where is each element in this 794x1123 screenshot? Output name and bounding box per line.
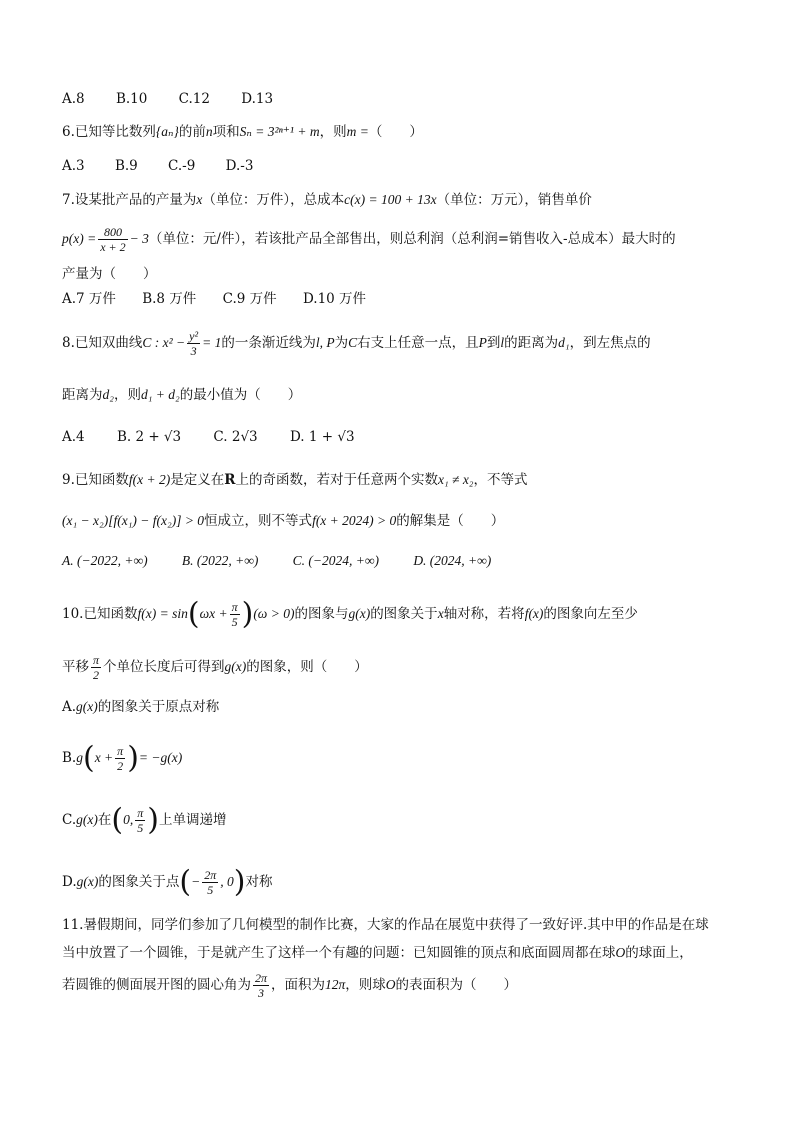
q10-five: 5 bbox=[135, 820, 145, 835]
q9-function: f(x + 2) bbox=[128, 472, 171, 487]
q9-text: ，不等式 bbox=[473, 472, 528, 488]
q5-option-d: D.13 bbox=[241, 91, 274, 107]
q7-fraction-denominator: x + 2 bbox=[100, 240, 126, 254]
q9-options bbox=[62, 552, 491, 570]
q8-option-a: A.4 bbox=[62, 429, 85, 445]
q10-option-label: B. bbox=[62, 750, 77, 766]
q7-price-fraction bbox=[98, 225, 127, 254]
q10-2pi-over-5 bbox=[202, 868, 218, 897]
q7-option-a: A.7 万件 bbox=[62, 291, 116, 307]
q7-line2 bbox=[62, 222, 676, 256]
q7-option-c: C.9 万件 bbox=[222, 291, 277, 307]
q10-paren-open: ( bbox=[187, 596, 200, 632]
q10-pi: π bbox=[231, 600, 238, 614]
q10-text: 个单位长度后可得到 bbox=[103, 659, 225, 675]
q7-x: x bbox=[196, 192, 203, 207]
q9-real-set: R bbox=[224, 472, 236, 488]
q9-text: 9.已知函数 bbox=[62, 472, 129, 488]
q10-option-label: D. bbox=[62, 874, 77, 890]
q11-text: ，面积为 bbox=[271, 977, 326, 993]
q10-neg: − bbox=[191, 874, 201, 889]
q10-paren-open: ( bbox=[82, 740, 95, 776]
q6-m: m = bbox=[346, 124, 369, 139]
q11-line3 bbox=[62, 967, 517, 1003]
q10-2pi: 2π bbox=[204, 868, 217, 882]
q8-l-p: l, P bbox=[315, 335, 335, 350]
q10-option-label: A. bbox=[62, 699, 77, 715]
q10-x-plus: x + bbox=[94, 750, 114, 765]
q8-option-d: D. 1 + √3 bbox=[289, 429, 355, 445]
q10-zero: 0, bbox=[123, 812, 134, 827]
q7-line3: 产量为（ ） bbox=[62, 266, 157, 282]
q9-option-d: D. (2024, +∞) bbox=[413, 553, 492, 568]
q9-option-c: C. (−2024, +∞) bbox=[292, 553, 380, 568]
q7-option-b: B.8 万件 bbox=[142, 291, 197, 307]
q10-text: 的图象与 bbox=[294, 606, 349, 622]
q6-option-a: A.3 bbox=[62, 158, 85, 174]
q7-option-d: D.10 万件 bbox=[302, 291, 367, 307]
q11-text: 的球面上， bbox=[625, 945, 693, 961]
q8-line2 bbox=[62, 386, 301, 404]
q9-text: 的解集是（ ） bbox=[396, 513, 505, 529]
q8-text: 距离为 bbox=[62, 387, 103, 403]
q10-text: 的图象向左至少 bbox=[543, 606, 638, 622]
q9-text: 恒成立，则不等式 bbox=[204, 513, 313, 529]
q8-line1 bbox=[62, 326, 651, 360]
q6-sequence: {aₙ} bbox=[155, 124, 179, 139]
q10-pi-over-2 bbox=[115, 744, 125, 773]
q9-text: 是定义在 bbox=[170, 472, 225, 488]
q7-text: 7.设某批产品的产量为 bbox=[62, 192, 197, 208]
q10-gx: g(x) bbox=[76, 874, 99, 889]
q10-inner: ωx + bbox=[199, 606, 228, 621]
q6-text: ，则 bbox=[319, 124, 347, 140]
q11-area: 12π bbox=[325, 977, 346, 992]
q10-text: 的图象，则（ ） bbox=[246, 659, 368, 675]
q10-paren-open: ( bbox=[179, 864, 192, 900]
q10-option-b bbox=[62, 738, 182, 778]
q6-option-d: D.-3 bbox=[225, 158, 254, 174]
q8-l: l bbox=[500, 335, 505, 350]
q10-text: 10.已知函数 bbox=[62, 606, 138, 622]
q10-option-text: 的图象关于点 bbox=[98, 874, 180, 890]
q8-sum: d₁ + d₂ bbox=[140, 387, 180, 402]
q9-text: 上的奇函数，若对于任意两个实数 bbox=[235, 472, 438, 488]
q10-option-text: 的图象关于原点对称 bbox=[97, 699, 220, 715]
q10-gx: g(x) bbox=[76, 812, 98, 827]
q10-pi: π bbox=[137, 806, 144, 820]
q10-pi-over-2 bbox=[91, 653, 101, 682]
q10-option-d bbox=[62, 862, 272, 902]
q10-paren-open: ( bbox=[111, 802, 124, 838]
q11-O: O bbox=[385, 977, 396, 992]
q10-g: g bbox=[76, 750, 83, 765]
q9-option-a: A. (−2022, +∞) bbox=[62, 553, 148, 568]
q10-pi: π bbox=[93, 653, 100, 667]
q8-text: ，到左焦点的 bbox=[569, 335, 651, 351]
q9-inequality: (x₁ − x₂)[f(x₁) − f(x₂)] > 0 bbox=[62, 513, 205, 528]
q10-line1 bbox=[62, 596, 638, 632]
q8-text: ，则 bbox=[113, 387, 141, 403]
q6-text: 项和 bbox=[212, 124, 240, 140]
q10-two: 2 bbox=[91, 667, 101, 682]
q10-two: 2 bbox=[115, 758, 125, 773]
q7-options bbox=[62, 290, 366, 308]
q10-paren-close: ) bbox=[241, 596, 254, 632]
q8-text: 右支上任意一点，且 bbox=[357, 335, 479, 351]
q10-pi: π bbox=[117, 744, 124, 758]
q10-text: 的图象关于 bbox=[370, 606, 438, 622]
q8-fraction-denominator: 3 bbox=[187, 343, 200, 358]
q10-omega-cond: (ω > 0) bbox=[253, 606, 295, 621]
q6-blank: （ ） bbox=[368, 124, 423, 140]
q6-n: n bbox=[205, 124, 213, 139]
q7-text: （单位：万件），总成本 bbox=[202, 192, 345, 208]
q8-d2: d₂ bbox=[102, 387, 114, 402]
q7-text: （单位：万元），销售单价 bbox=[436, 192, 592, 208]
q10-gx: g(x) bbox=[348, 606, 371, 621]
q10-line2 bbox=[62, 650, 368, 684]
q8-curve-fraction bbox=[187, 329, 200, 358]
q11-O: O bbox=[615, 945, 626, 960]
q10-option-c bbox=[62, 800, 226, 840]
q10-paren-close: ) bbox=[147, 802, 159, 838]
q10-pi-over-5 bbox=[135, 806, 145, 835]
q8-P: P bbox=[478, 335, 487, 350]
q10-five: 5 bbox=[230, 614, 240, 629]
q10-option-b-rhs: = −g(x) bbox=[138, 750, 183, 765]
q7-text: （单位：元/件），若该批产品全部售出，则总利润（总利润=销售收入-总成本）最大时的 bbox=[148, 231, 676, 247]
q9-option-b: B. (2022, +∞) bbox=[181, 553, 259, 568]
q8-d1: d₁ bbox=[558, 335, 570, 350]
q8-option-c: C. 2√3 bbox=[213, 429, 258, 445]
q7-line1 bbox=[62, 191, 592, 209]
q11-text: 若圆锥的侧面展开图的圆心角为 bbox=[62, 977, 251, 993]
q10-fx: f(x) = sin bbox=[137, 606, 188, 621]
q6-sum-formula: Sₙ = 3²ⁿ⁺¹ + m bbox=[239, 124, 320, 139]
q10-paren-close: ) bbox=[233, 864, 246, 900]
q10-fx-2: f(x) bbox=[524, 606, 544, 621]
q8-fraction-numerator: y² bbox=[189, 329, 199, 343]
q9-line1 bbox=[62, 471, 528, 489]
q7-cost-formula: c(x) = 100 + 13x bbox=[344, 192, 437, 207]
q10-five: 5 bbox=[202, 882, 218, 897]
q9-inequality-2: f(x + 2024) > 0 bbox=[312, 513, 397, 528]
q10-x-axis: x bbox=[437, 606, 444, 621]
q7-price-rhs: − 3 bbox=[129, 231, 149, 246]
q11-angle-num: 2π bbox=[255, 971, 268, 985]
q6-option-c: C.-9 bbox=[168, 158, 196, 174]
q10-text: 平移 bbox=[62, 659, 89, 675]
q6-text: 的前 bbox=[178, 124, 206, 140]
q10-option-text: 对称 bbox=[245, 874, 273, 890]
q11-angle bbox=[253, 971, 269, 1000]
q8-text: 为 bbox=[334, 335, 349, 351]
q11-text: 的表面积为（ ） bbox=[395, 977, 518, 993]
q11-text: ，则球 bbox=[345, 977, 386, 993]
q6-option-b: B.9 bbox=[114, 158, 138, 174]
q10-gx: g(x) bbox=[76, 699, 98, 714]
q11-text: 当中放置了一个圆锥，于是就产生了这样一个有趣的问题：已知圆锥的顶点和底面圆周都在球 bbox=[62, 945, 616, 961]
q8-C: C bbox=[348, 335, 358, 350]
q6-options bbox=[62, 157, 253, 175]
q5-option-c: C.12 bbox=[178, 91, 210, 107]
q8-text: 的一条渐近线为 bbox=[221, 335, 316, 351]
q8-options bbox=[62, 428, 355, 446]
q10-pi-over-5 bbox=[230, 600, 240, 629]
q10-option-text: 上单调递增 bbox=[158, 812, 227, 828]
q7-fraction-numerator: 800 bbox=[103, 225, 122, 239]
q10-paren-close: ) bbox=[127, 740, 139, 776]
q10-option-label: C. bbox=[62, 812, 77, 828]
q11-line2 bbox=[62, 944, 693, 962]
q5-options bbox=[62, 90, 273, 108]
q11-angle-den: 3 bbox=[253, 985, 269, 1000]
q8-text: 的最小值为（ ） bbox=[179, 387, 302, 403]
q11-line1: 11.暑假期间，同学们参加了几何模型的制作比赛，大家的作品在展览中获得了一致好评.其中甲的作品是在球 bbox=[62, 917, 709, 933]
q8-text: 8.已知双曲线 bbox=[62, 335, 143, 351]
q5-option-b: B.10 bbox=[115, 91, 148, 107]
q6-text: 6.已知等比数列 bbox=[62, 124, 156, 140]
q5-option-a: A.8 bbox=[62, 91, 85, 107]
q8-option-b: B. 2 + √3 bbox=[116, 429, 182, 445]
q8-text: 到 bbox=[486, 335, 501, 351]
q8-text: 的距离为 bbox=[504, 335, 559, 351]
q10-option-a bbox=[62, 698, 219, 716]
q10-zero: , 0 bbox=[220, 874, 234, 889]
q10-option-text: 在 bbox=[97, 812, 112, 828]
q8-curve-rhs: = 1 bbox=[202, 335, 222, 350]
q10-text: 轴对称，若将 bbox=[443, 606, 525, 622]
q9-line2 bbox=[62, 512, 504, 530]
q9-condition: x₁ ≠ x₂ bbox=[437, 472, 474, 487]
q10-gx: g(x) bbox=[224, 659, 247, 674]
q6-stem bbox=[62, 123, 423, 141]
q8-curve-lhs: C : x² − bbox=[142, 335, 186, 350]
q7-price-lhs: p(x) = bbox=[62, 231, 97, 246]
